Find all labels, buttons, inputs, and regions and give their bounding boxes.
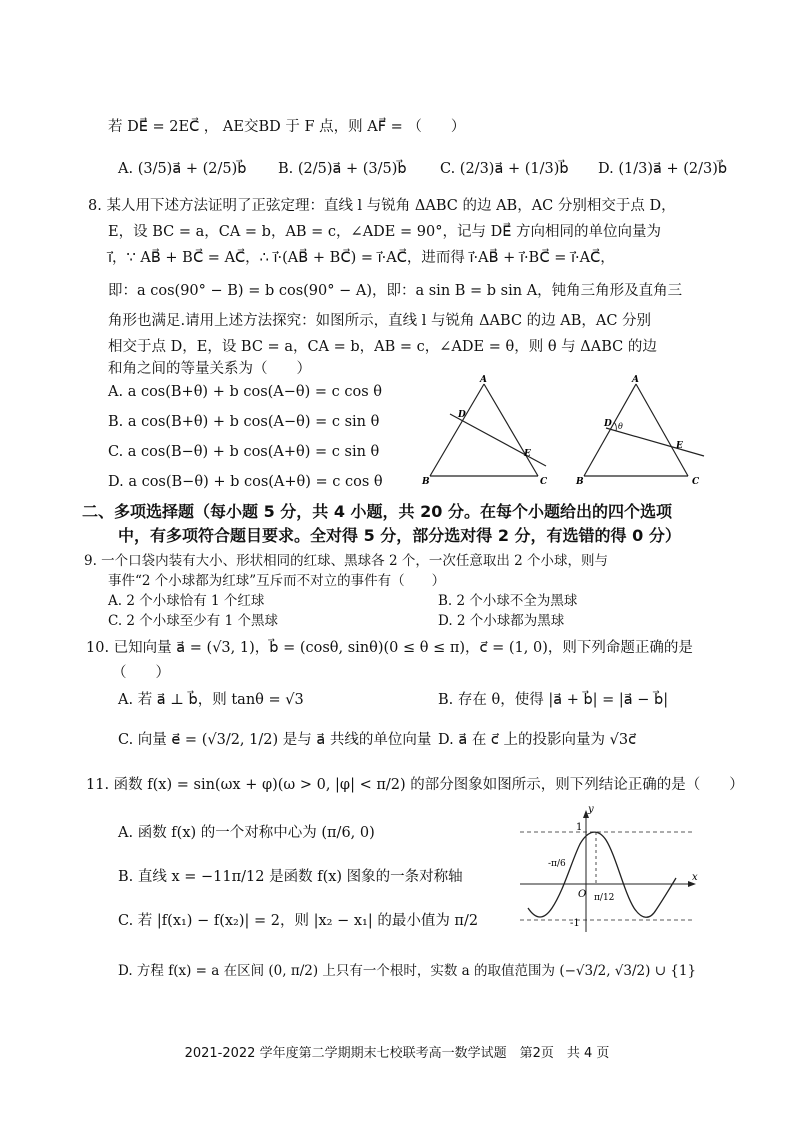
q8-option-a: A. a cos(B+θ) + b cos(A−θ) = c cos θ bbox=[108, 384, 383, 400]
section-2-heading-line-2: 中，有多项符合题目要求。全对得 5 分，部分选对得 2 分，有选错的得 0 分） bbox=[118, 526, 681, 545]
q10-line-2: （ ） bbox=[112, 665, 170, 681]
graph-label-one: 1 bbox=[576, 822, 583, 833]
fig-label-b: B bbox=[422, 477, 430, 487]
q11-option-d: D. 方程 f(x) = a 在区间 (0, π/2) 上只有一个根时，实数 a 的取值范围为 (−√3/2, √3/2) ∪ {1} bbox=[118, 963, 697, 979]
fig-label-theta: θ bbox=[618, 422, 623, 431]
fig-label-e: E bbox=[524, 449, 531, 459]
q8-option-d: D. a cos(B−θ) + b cos(A+θ) = c cos θ bbox=[108, 474, 383, 490]
fig-label-b: B bbox=[576, 477, 584, 487]
q11-sine-graph bbox=[516, 800, 700, 940]
q8-line-2: E，设 BC = a，CA = b，AB = c，∠ADE = 90°，记与 DE⃗ 方向相同的单位向量为 bbox=[108, 224, 661, 240]
q7-stem: 若 DE⃗ = 2EC⃗ ， AE交BD 于 F 点，则 AF⃗ = （ ） bbox=[108, 119, 466, 135]
q9-line-2: 事件“2 个小球都为红球”互斥而不对立的事件有（ ） bbox=[108, 573, 446, 589]
q7-option-c: C. (2/3)a⃗ + (1/3)b⃗ bbox=[440, 161, 569, 177]
graph-label-neg-pi-over-6: -π/6 bbox=[548, 859, 566, 869]
q8-option-c: C. a cos(B−θ) + b cos(A+θ) = c sin θ bbox=[108, 444, 380, 460]
q11-stem: 11. 函数 f(x) = sin(ωx + φ)(ω > 0, |φ| < π/2) 的部分图象如图所示，则下列结论正确的是（ ） bbox=[86, 777, 744, 793]
q11-option-b: B. 直线 x = −11π/12 是函数 f(x) 图象的一条对称轴 bbox=[118, 869, 463, 885]
graph-label-x: x bbox=[692, 872, 698, 883]
q7-option-a: A. (3/5)a⃗ + (2/5)b⃗ bbox=[118, 161, 247, 177]
q7-option-d: D. (1/3)a⃗ + (2/3)b⃗ bbox=[598, 161, 728, 177]
fig-label-c: C bbox=[692, 477, 700, 487]
q10-option-a: A. 若 a⃗ ⊥ b⃗，则 tanθ = √3 bbox=[118, 692, 304, 708]
q11-option-c: C. 若 |f(x₁) − f(x₂)| = 2，则 |x₂ − x₁| 的最小值为 π/2 bbox=[118, 913, 479, 929]
q8-triangle-figure-right bbox=[574, 372, 714, 488]
fig-label-c: C bbox=[540, 477, 548, 487]
q8-line-7: 和角之间的等量关系为（ ） bbox=[108, 361, 311, 377]
graph-label-y: y bbox=[588, 804, 594, 815]
q8-line-5: 角形也满足.请用上述方法探究：如图所示，直线 l 与锐角 ΔABC 的边 AB，AC 分别 bbox=[108, 313, 652, 329]
q9-option-a: A. 2 个小球恰有 1 个红球 bbox=[108, 593, 265, 609]
q8-line-3: i⃗，∵ AB⃗ + BC⃗ = AC⃗，∴ i⃗·(AB⃗ + BC⃗) = i⃗·AC⃗，进而得 i⃗·AB⃗ + i⃗·BC⃗ = i⃗·AC⃗， bbox=[108, 250, 615, 266]
q9-option-b: B. 2 个小球不全为黑球 bbox=[438, 593, 578, 609]
page-footer: 2021-2022 学年度第二学期期末七校联考高一数学试题 第2页 共 4 页 bbox=[184, 1046, 610, 1061]
graph-label-pi-over-12: π/12 bbox=[594, 893, 615, 903]
fig-label-d: D bbox=[458, 410, 466, 420]
q11-option-a: A. 函数 f(x) 的一个对称中心为 (π/6, 0) bbox=[118, 825, 375, 841]
q8-line-6: 相交于点 D，E，设 BC = a，CA = b，AB = c，∠ADE = θ，则 θ 与 ΔABC 的边 bbox=[108, 339, 657, 355]
q10-option-c: C. 向量 e⃗ = (√3/2, 1/2) 是与 a⃗ 共线的单位向量 bbox=[118, 732, 432, 748]
q9-option-c: C. 2 个小球至少有 1 个黑球 bbox=[108, 613, 278, 629]
fig-label-a: A bbox=[480, 375, 487, 385]
fig-label-a: A bbox=[632, 375, 639, 385]
q8-line-4: 即：a cos(90° − B) = b cos(90° − A)，即：a sin B = b sin A，钝角三角形及直角三 bbox=[108, 283, 683, 299]
q8-line-1: 8. 某人用下述方法证明了正弦定理：直线 l 与锐角 ΔABC 的边 AB，AC 分别相交于点 D， bbox=[88, 198, 676, 214]
q7-option-b: B. (2/5)a⃗ + (3/5)b⃗ bbox=[278, 161, 407, 177]
q8-option-b: B. a cos(B+θ) + b cos(A−θ) = c sin θ bbox=[108, 414, 380, 430]
q10-option-b: B. 存在 θ，使得 |a⃗ + b⃗| = |a⃗ − b⃗| bbox=[438, 692, 669, 708]
q10-option-d: D. a⃗ 在 c⃗ 上的投影向量为 √3c⃗ bbox=[438, 732, 637, 748]
q9-option-d: D. 2 个小球都为黑球 bbox=[438, 613, 565, 629]
section-2-heading-line-1: 二、多项选择题（每小题 5 分，共 4 小题，共 20 分。在每个小题给出的四个选项 bbox=[82, 502, 672, 521]
graph-label-neg-one: -1 bbox=[570, 918, 580, 929]
q9-line-1: 9. 一个口袋内装有大小、形状相同的红球、黑球各 2 个，一次任意取出 2 个小球，则与 bbox=[84, 553, 609, 569]
q8-triangle-figure-left bbox=[420, 372, 560, 488]
graph-label-origin: O bbox=[578, 889, 587, 900]
fig-label-e: E bbox=[676, 441, 683, 451]
q10-line-1: 10. 已知向量 a⃗ = (√3, 1)，b⃗ = (cosθ, sinθ)(0 ≤ θ ≤ π)，c⃗ = (1, 0)，则下列命题正确的是 bbox=[86, 640, 693, 656]
fig-label-d: D bbox=[604, 419, 612, 429]
